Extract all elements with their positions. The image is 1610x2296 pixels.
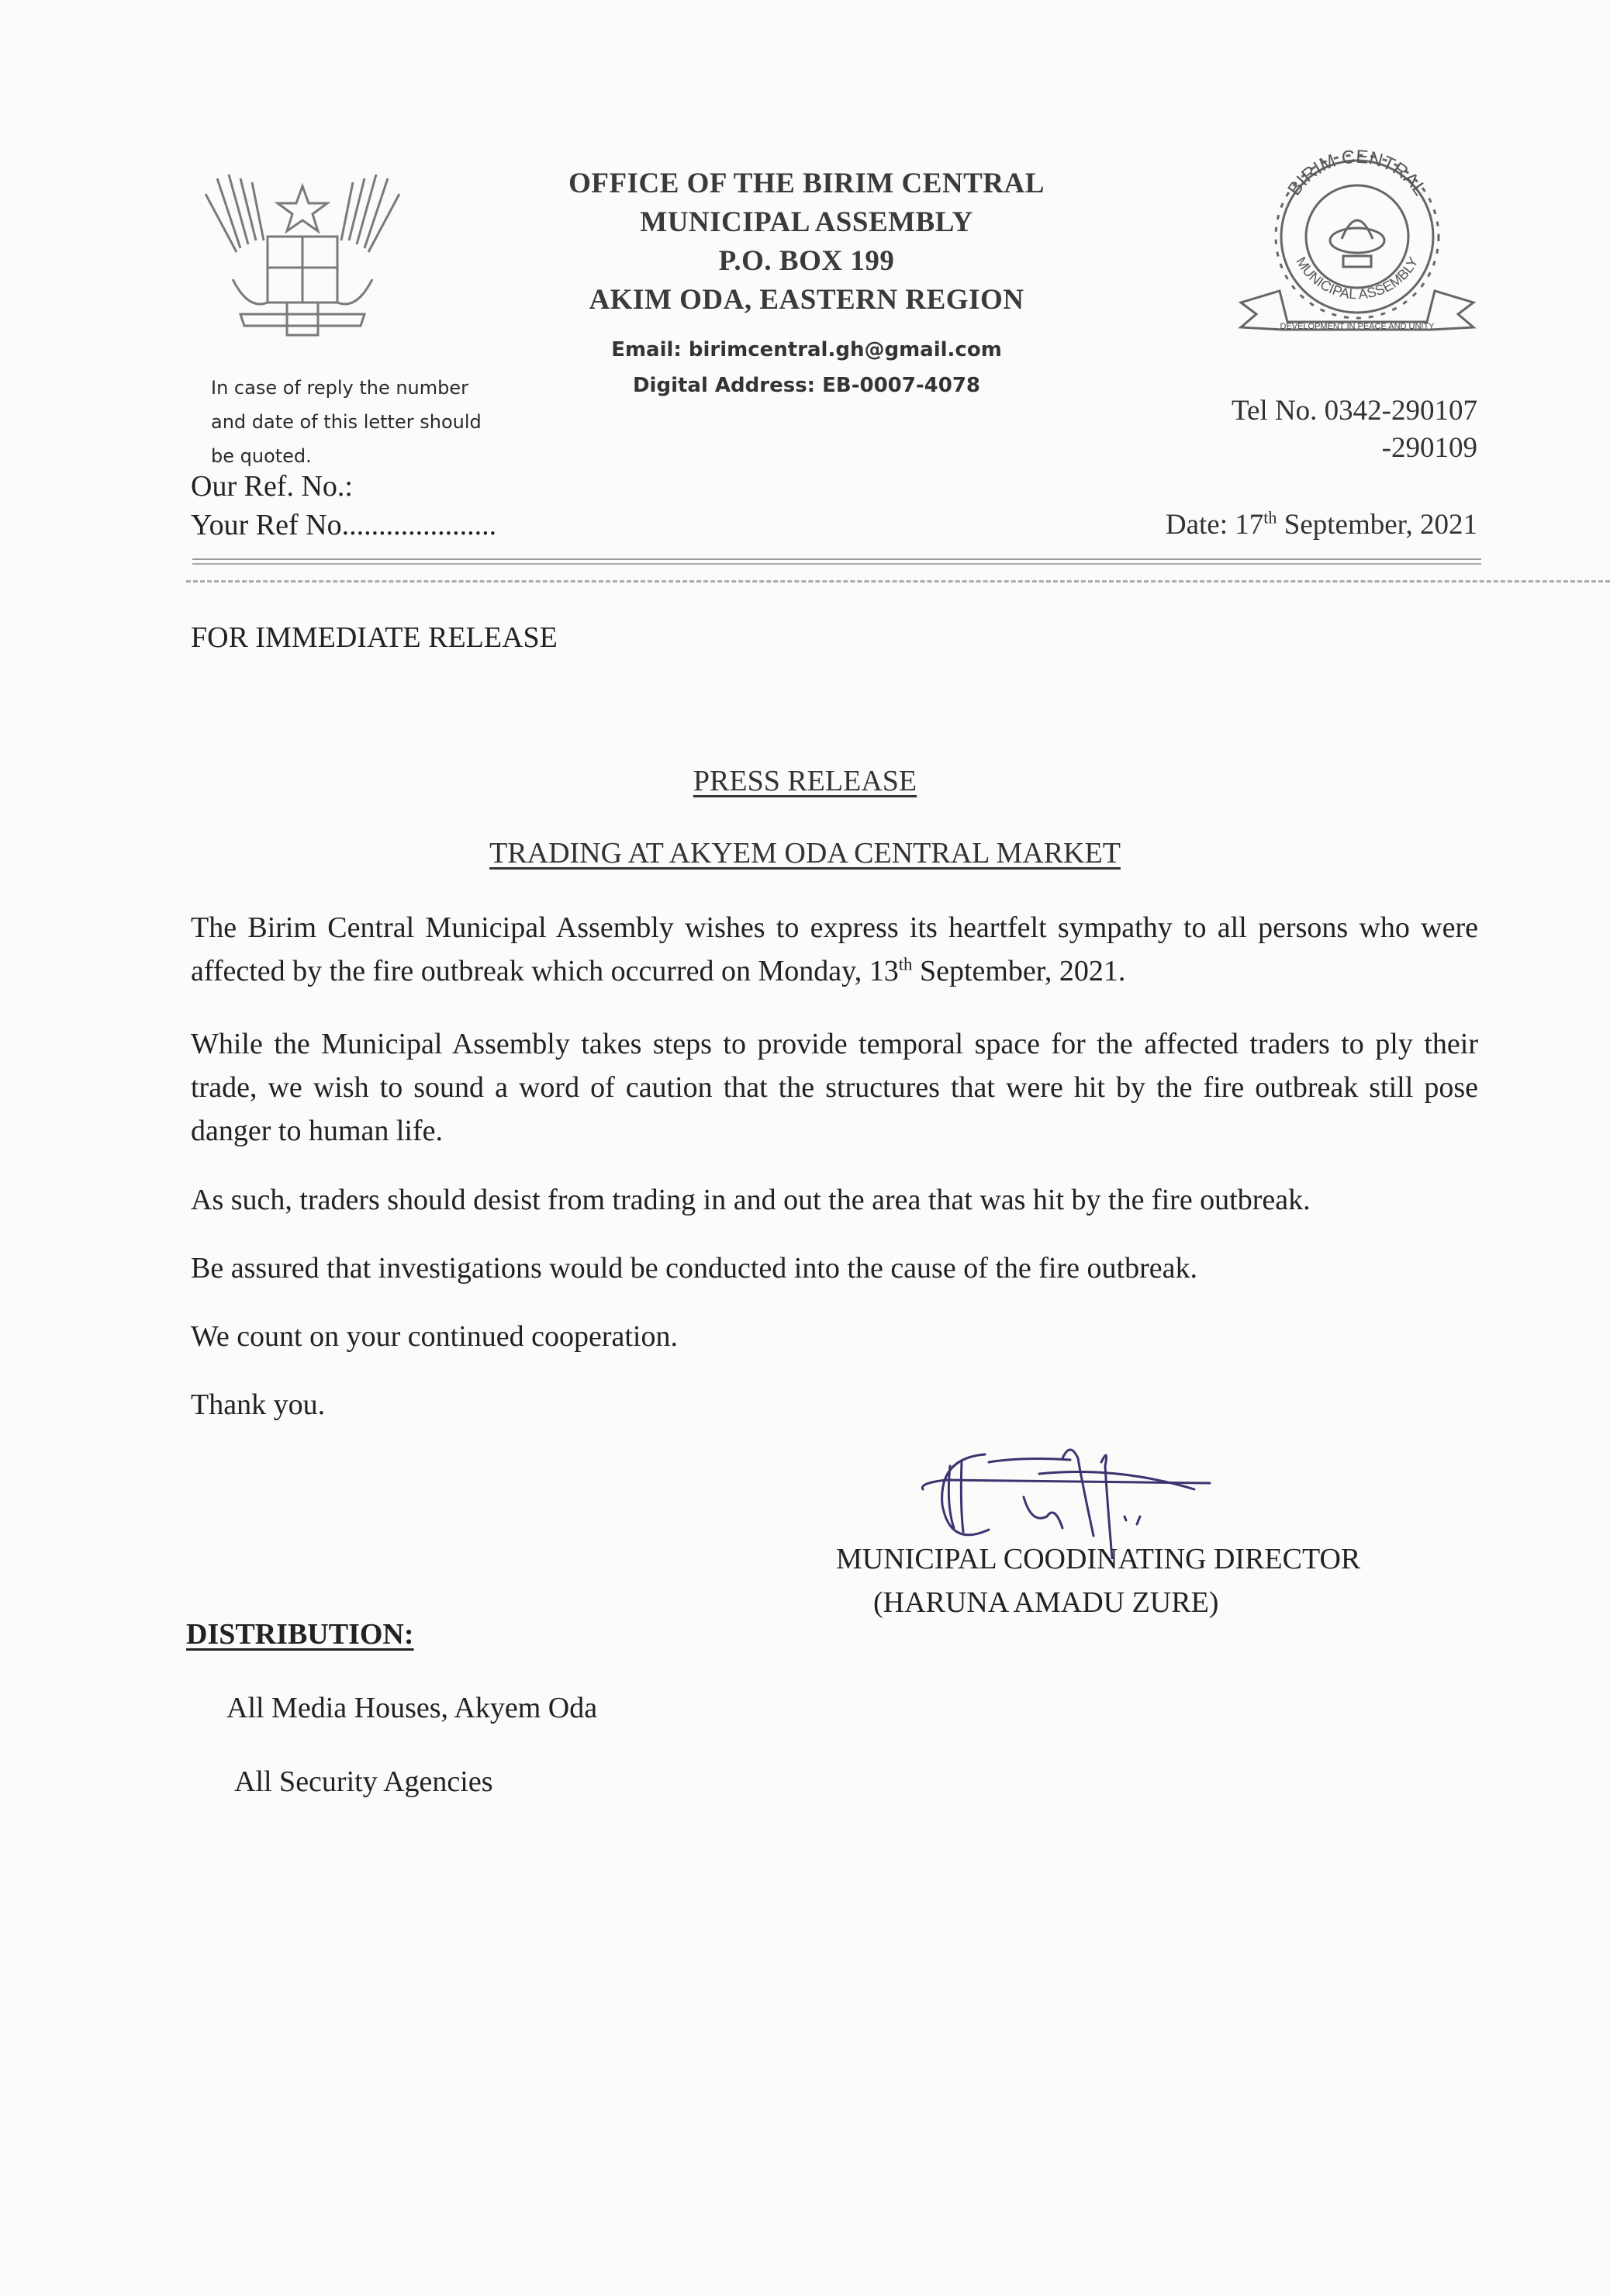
- date-prefix: Date: 17: [1165, 509, 1264, 541]
- tel-line-2: -290109: [1381, 432, 1477, 464]
- email-text: Email: birimcentral.gh@gmail.com: [611, 338, 1002, 361]
- office-line: AKIM ODA, EASTERN REGION: [589, 284, 1024, 316]
- reply-note: [211, 371, 521, 473]
- distribution-heading: DISTRIBUTION:: [186, 1618, 414, 1651]
- press-release-title: [0, 764, 1610, 798]
- telephone-block: [1008, 392, 1477, 467]
- coat-of-arms-icon: [186, 155, 419, 341]
- tel-line-1: Tel No. 0342-290107: [1231, 395, 1477, 427]
- seal-motto: DEVELOPMENT IN PEACE AND UNITY: [1280, 322, 1435, 331]
- reply-note-line: In case of reply the number: [211, 377, 469, 399]
- paragraph-4: Be assured that investigations would be conducted into the cause of the fire outbreak.: [191, 1252, 1197, 1285]
- press-release-subtitle: [0, 836, 1610, 870]
- office-header: [465, 164, 1148, 320]
- paragraph-2: While the Municipal Assembly takes steps to provide temporal space for the affected traders to ply their trade, we wish to sound a word of caution that the structures that were hit by the fire outbreak still pose danger to human life.: [191, 1028, 1478, 1147]
- header-divider: [192, 558, 1481, 565]
- signatory-title: MUNICIPAL COODINATING DIRECTOR: [836, 1543, 1361, 1575]
- your-ref: Your Ref No.....................: [191, 509, 497, 541]
- office-line: MUNICIPAL ASSEMBLY: [640, 206, 973, 238]
- distribution-item: All Media Houses, Akyem Oda: [226, 1692, 598, 1724]
- title-text: PRESS RELEASE: [693, 765, 917, 797]
- office-line: P.O. BOX 199: [718, 245, 895, 277]
- paragraph-5: We count on your continued cooperation.: [191, 1320, 678, 1353]
- p1-text-end: September, 2021.: [912, 955, 1126, 987]
- subtitle-text: TRADING AT AKYEM ODA CENTRAL MARKET: [489, 837, 1121, 870]
- paragraph-1: [191, 906, 1478, 993]
- reply-note-line: and date of this letter should: [211, 411, 482, 433]
- signatory-name: (HARUNA AMADU ZURE): [873, 1586, 1219, 1619]
- signatory-block: [836, 1537, 1360, 1624]
- digital-address-text: Digital Address: EB-0007-4078: [632, 374, 981, 397]
- distribution-item: All Security Agencies: [234, 1765, 493, 1798]
- office-line: OFFICE OF THE BIRIM CENTRAL: [568, 168, 1045, 199]
- reply-note-line: be quoted.: [211, 445, 312, 467]
- reference-block: [191, 467, 496, 545]
- date-rest: September, 2021: [1277, 509, 1477, 541]
- seal-bottom-text: MUNICIPAL ASSEMBLY: [1293, 254, 1422, 303]
- header-dashed-divider: [186, 580, 1610, 583]
- release-label: FOR IMMEDIATE RELEASE: [191, 621, 558, 654]
- p1-text: The Birim Central Municipal Assembly wishes to express its heartfelt sympathy to all persons who were affected by the fire outbreak which occurred on Monday, 13: [191, 911, 1478, 987]
- our-ref: Our Ref. No.:: [191, 470, 353, 503]
- assembly-seal-icon: [1233, 147, 1481, 349]
- p1-ordinal: th: [898, 954, 913, 974]
- letter-date: [1008, 508, 1477, 541]
- seal-top-text: BIRIM CENTRAL: [1284, 147, 1431, 200]
- paragraph-6: Thank you.: [191, 1388, 326, 1421]
- date-ordinal: th: [1263, 507, 1277, 527]
- paragraph-3: As such, traders should desist from trading in and out the area that was hit by the fire outbreak.: [191, 1184, 1311, 1216]
